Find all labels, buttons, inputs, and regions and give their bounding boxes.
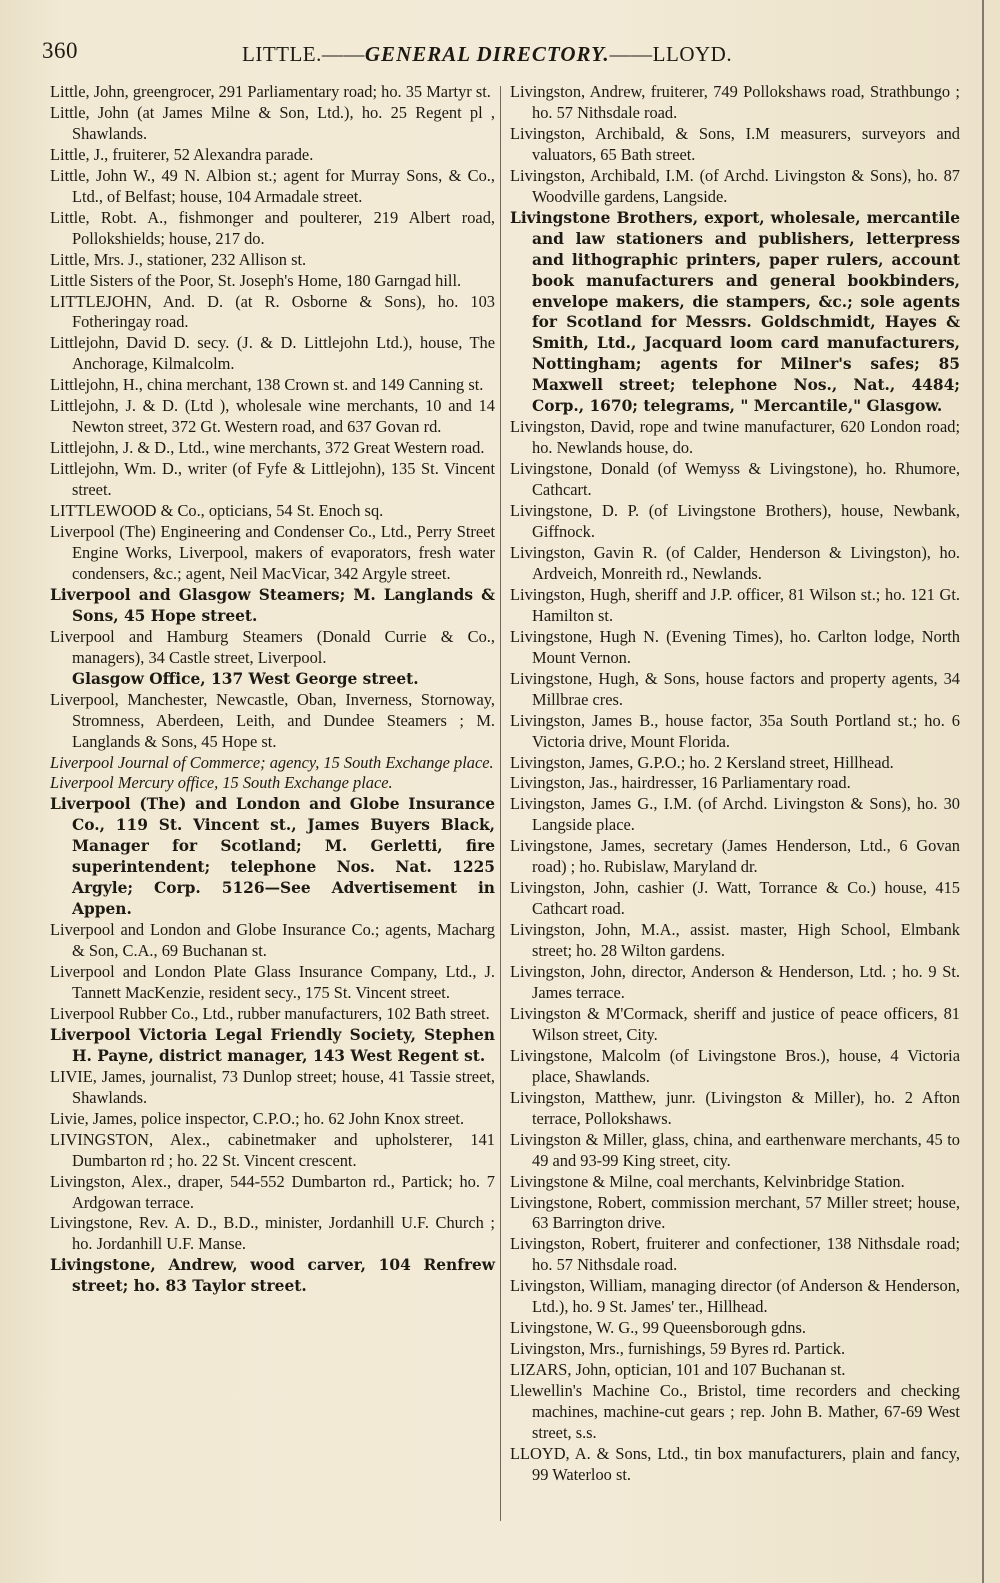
directory-entry: LIZARS, John, optician, 101 and 107 Buchanan st. [510, 1360, 846, 1380]
directory-entry: Livingstone, James, secretary (James Henderson, Ltd., 6 Govan road) ; ho. Rubislaw, Maryland dr. [510, 836, 960, 877]
directory-entry: Livingston, Jas., hairdresser, 16 Parliamentary road. [510, 773, 851, 793]
column-divider [500, 86, 501, 1521]
directory-entry: Livingstone, W. G., 99 Queensborough gdns. [510, 1318, 806, 1338]
directory-entry: Littlejohn, H., china merchant, 138 Crown st. and 149 Canning st. [50, 375, 484, 395]
running-head-title: GENERAL DIRECTORY. [364, 42, 610, 66]
directory-entry: Livingstone, Hugh, & Sons, house factors and property agents, 34 Millbrae cres. [510, 668, 960, 709]
directory-entry: Liverpool and London and Globe Insurance Co.; agents, Macharg & Son, C.A., 69 Buchanan st. [50, 920, 495, 961]
directory-entry: Little, Mrs. J., stationer, 232 Allison st. [50, 249, 307, 269]
directory-entry: Little, Robt. A., fishmonger and poulterer, 219 Albert road, Pollokshields; house, 217 do. [50, 207, 495, 248]
directory-entry: Livingston, Archibald, & Sons, I.M measurers, surveyors and valuators, 65 Bath street. [510, 123, 960, 164]
directory-entry: Livingstone, Donald (of Wemyss & Livingstone), ho. Rhumore, Cathcart. [510, 459, 960, 500]
directory-entry-bold: Livingstone, Andrew, wood carver, 104 Renfrew street; ho. 83 Taylor street. [50, 1256, 495, 1296]
page-header [42, 32, 940, 72]
directory-entry: Little, John, greengrocer, 291 Parliamentary road; ho. 35 Martyr st. [50, 82, 491, 101]
directory-entry: LITTLEJOHN, And. D. (at R. Osborne & Sons), ho. 103 Fotheringay road. [50, 291, 495, 332]
directory-entry: Livingston, Robert, fruiterer and confectioner, 138 Nithsdale road; ho. 57 Nithsdale road. [510, 1234, 960, 1275]
right-column [510, 82, 960, 1486]
directory-entry: Llewellin's Machine Co., Bristol, time recorders and checking machines, machine-cut gears ; rep. John B. Mather, 67-69 West street, s.s. [510, 1381, 960, 1442]
running-head-end: ——LLOYD. [609, 42, 733, 66]
directory-entry: LIVINGSTON, Alex., cabinetmaker and upholsterer, 141 Dumbarton rd ; ho. 22 St. Vincent crescent. [50, 1129, 495, 1170]
directory-entry: Livingston, Alex., draper, 544-552 Dumbarton rd., Partick; ho. 7 Ardgowan terrace. [50, 1171, 495, 1212]
running-head-start: LITTLE.—— [242, 42, 365, 66]
directory-entry-bold: Livingstone Brothers, export, wholesale, mercantile and law stationers and publishers, letterpress and lithographic printers, paper rulers, account book manufacturers and general bookbinders, envelope makers, die stampers, &c.; sole agents for Scotland for Messrs. Goldschmidt, Hayes & Smith, Ltd., Jacquard loom card manufacturers, Nottingham; agents for Milner's safes; 85 Maxwell street; telephone Nos., Nat., 4484; Corp., 1670; telegrams, " Mercantile," Glasgow. [510, 208, 960, 416]
directory-entry: Livingston, James B., house factor, 35a South Portland st.; ho. 6 Victoria drive, Mount Florida. [510, 710, 960, 751]
directory-entry: Livingstone, Malcolm (of Livingstone Bros.), house, 4 Victoria place, Shawlands. [510, 1045, 960, 1086]
directory-entry: LIVIE, James, journalist, 73 Dunlop street; house, 41 Tassie street, Shawlands. [50, 1066, 495, 1107]
directory-entry: Livingston, Matthew, junr. (Livingston & Miller), ho. 2 Afton terrace, Pollokshaws. [510, 1087, 960, 1128]
directory-entry: Livingston, Archibald, I.M. (of Archd. Livingston & Sons), ho. 87 Woodville gardens, Langside. [510, 165, 960, 206]
directory-entry: Livingston, James G., I.M. (of Archd. Livingston & Sons), ho. 30 Langside place. [510, 794, 960, 835]
directory-entry: Livingston, John, cashier (J. Watt, Torrance & Co.) house, 415 Cathcart road. [510, 878, 960, 919]
running-head [242, 42, 732, 67]
directory-entry: Livingston, John, M.A., assist. master, High School, Elmbank street; ho. 28 Wilton gardens. [510, 920, 960, 961]
directory-entry: Livingstone, Robert, commission merchant, 57 Miller street; house, 63 Barrington drive. [510, 1192, 960, 1233]
directory-entry: Liverpool and Hamburg Steamers (Donald Currie & Co., managers), 34 Castle street, Liverpool. [50, 626, 495, 667]
directory-entry: Livingston, John, director, Anderson & Henderson, Ltd. ; ho. 9 St. James terrace. [510, 962, 960, 1002]
directory-entry: Livingston & Miller, glass, china, and earthenware merchants, 45 to 49 and 93-99 King street, city. [510, 1129, 960, 1170]
page-binding-edge [982, 0, 984, 1583]
page-number: 360 [42, 38, 78, 63]
directory-entry: LITTLEWOOD & Co., opticians, 54 St. Enoch sq. [50, 501, 384, 521]
directory-entry: Livingston, Hugh, sheriff and J.P. officer, 81 Wilson st.; ho. 121 Gt. Hamilton st. [510, 584, 960, 625]
directory-entry: Little, J., fruiterer, 52 Alexandra parade. [50, 144, 314, 164]
directory-entry: Littlejohn, David D. secy. (J. & D. Littlejohn Ltd.), house, The Anchorage, Kilmalcolm. [50, 333, 495, 374]
directory-entry: Livingstone & Milne, coal merchants, Kelvinbridge Station. [510, 1171, 905, 1191]
directory-entry: Little, John (at James Milne & Son, Ltd.), ho. 25 Regent pl , Shawlands. [50, 102, 495, 143]
directory-entry-bold: Liverpool and Glasgow Steamers; M. Langlands & Sons, 45 Hope street. [50, 585, 495, 625]
directory-entry: Little, John W., 49 N. Albion st.; agent for Murray Sons, & Co., Ltd., of Belfast; house, 104 Armadale street. [50, 165, 495, 206]
directory-entry: Little Sisters of the Poor, St. Joseph's Home, 180 Garngad hill. [50, 270, 462, 290]
directory-entry-bold: Liverpool (The) and London and Globe Insurance Co., 119 St. Vincent st., James Buyers Black, Manager for Scotland; M. Gerletti, fire superintendent; telephone Nos. Nat. 1225 Argyle; Corp. 5126—See Advertisement in Appen. [50, 795, 495, 919]
directory-entry: Livingston & M'Cormack, sheriff and justice of peace officers, 81 Wilson street, City. [510, 1003, 960, 1044]
directory-entry-bold: Liverpool Victoria Legal Friendly Society, Stephen H. Payne, district manager, 143 West Regent st. [50, 1025, 495, 1065]
directory-entry: Livingston, David, rope and twine manufacturer, 620 London road; ho. Newlands house, do. [510, 417, 960, 458]
directory-entry: Littlejohn, Wm. D., writer (of Fyfe & Littlejohn), 135 St. Vincent street. [50, 459, 495, 500]
directory-entry: Livingston, Gavin R. (of Calder, Henderson & Livingston), ho. Ardveich, Monreith rd., Newlands. [510, 542, 960, 583]
directory-entry: Livingston, William, managing director (of Anderson & Henderson, Ltd.), ho. 9 St. James' ter., Hillhead. [510, 1276, 960, 1317]
directory-entry: LLOYD, A. & Sons, Ltd., tin box manufacturers, plain and fancy, 99 Waterloo st. [510, 1443, 960, 1484]
directory-entry-italic: Liverpool Journal of Commerce; agency, 15 South Exchange place. [50, 752, 494, 772]
directory-entry: Liverpool Rubber Co., Ltd., rubber manufacturers, 102 Bath street. [50, 1003, 490, 1023]
directory-entry: Livingstone, Rev. A. D., B.D., minister, Jordanhill U.F. Church ; ho. Jordanhill U.F. Manse. [50, 1213, 495, 1254]
directory-entry: Livingston, James, G.P.O.; ho. 2 Kersland street, Hillhead. [510, 752, 894, 772]
directory-entry: Livingstone, Hugh N. (Evening Times), ho. Carlton lodge, North Mount Vernon. [510, 626, 960, 667]
directory-entry: Livingstone, D. P. (of Livingstone Brothers), house, Newbank, Giffnock. [510, 501, 960, 542]
directory-entry-bold: Glasgow Office, 137 West George street. [72, 669, 419, 688]
directory-entry: Littlejohn, J. & D. (Ltd ), wholesale wine merchants, 10 and 14 Newton street, 372 Gt. Western road, and 637 Govan rd. [50, 396, 495, 437]
left-column [50, 82, 495, 1297]
directory-entry: Liverpool (The) Engineering and Condenser Co., Ltd., Perry Street Engine Works, Liverpool, makers of evaporators, fresh water condensers, &c.; agent, Neil MacVicar, 342 Argyle street. [50, 522, 495, 583]
directory-entry-italic: Liverpool Mercury office, 15 South Exchange place. [50, 773, 393, 793]
directory-entry: Liverpool, Manchester, Newcastle, Oban, Inverness, Stornoway, Stromness, Aberdeen, Leith, and Dundee Steamers ; M. Langlands & Sons, 45 Hope st. [50, 689, 495, 751]
directory-entry: Livingston, Mrs., furnishings, 59 Byres rd. Partick. [510, 1339, 846, 1359]
directory-entry: Liverpool and London Plate Glass Insurance Company, Ltd., J. Tannett MacKenzie, resident secy., 175 St. Vincent street. [50, 962, 495, 1002]
directory-entry: Littlejohn, J. & D., Ltd., wine merchants, 372 Great Western road. [50, 438, 485, 458]
directory-entry: Livingston, Andrew, fruiterer, 749 Pollokshaws road, Strathbungo ; ho. 57 Nithsdale road. [510, 82, 960, 122]
directory-entry: Livie, James, police inspector, C.P.O.; ho. 62 John Knox street. [50, 1108, 465, 1128]
